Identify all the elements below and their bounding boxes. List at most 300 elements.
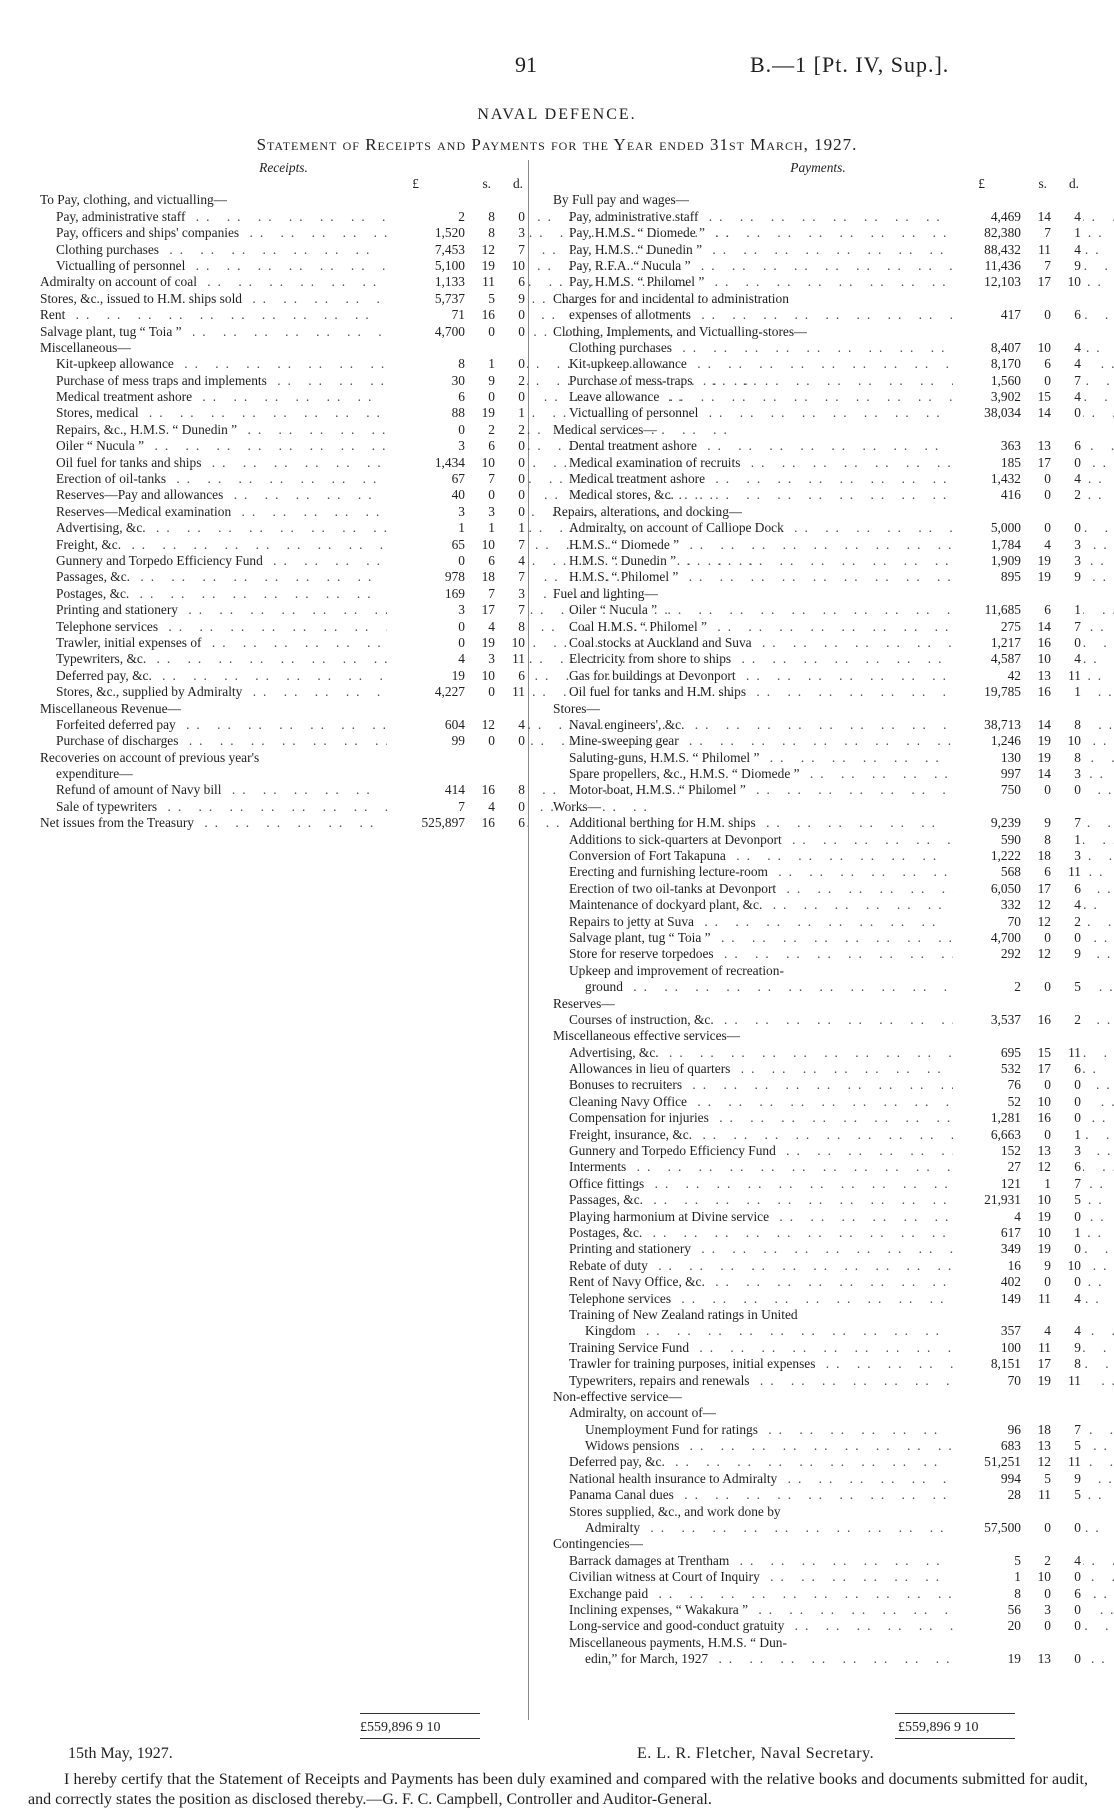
shillings-cell: 14 (1037, 766, 1051, 782)
pounds-cell: 357 (1000, 1323, 1021, 1339)
table-row (40, 717, 527, 733)
payments-total: £559,896 9 10 (898, 1720, 979, 1735)
pounds-cell: 5,737 (434, 290, 465, 306)
total-rule-left (360, 1713, 480, 1714)
row-amount (953, 1487, 1083, 1503)
row-label: Salvage plant, tug “ Toia ” .. .. (553, 930, 1114, 946)
row-label: Printing and stationery .. .. (40, 602, 675, 618)
pence-cell: 0 (1074, 929, 1081, 945)
row-label: Training Service Fund .. .. (553, 1340, 1114, 1356)
shillings-cell: 12 (1037, 897, 1051, 913)
shillings-cell: 17 (1037, 274, 1051, 290)
pounds-cell: 994 (1000, 1470, 1021, 1486)
shillings-cell: 6 (488, 438, 495, 454)
shillings-cell: 7 (1044, 257, 1051, 273)
pence-cell: 0 (1074, 782, 1081, 798)
row-label: Widows pensions .. .. (553, 1438, 1114, 1454)
pounds-cell: 3 (458, 438, 465, 454)
shillings-cell: 11 (1038, 241, 1051, 257)
pounds-cell: 695 (1000, 1044, 1021, 1060)
row-amount (953, 1569, 1083, 1585)
row-label: Trawler, initial expenses of .. .. (40, 635, 698, 651)
pounds-cell: 38,034 (984, 405, 1021, 421)
row-label: Medical services— (553, 421, 657, 437)
row-amount (953, 537, 1083, 553)
row-amount (387, 405, 527, 421)
row-label: Barrack damages at Trentham .. .. (553, 1553, 1114, 1569)
row-amount (953, 1586, 1083, 1602)
pence-cell: 6 (1074, 880, 1081, 896)
row-amount (387, 782, 527, 798)
table-row (553, 504, 1083, 520)
shillings-cell: 13 (1037, 1438, 1051, 1454)
row-amount (387, 438, 527, 454)
pence-cell: 9 (1074, 1339, 1081, 1355)
table-row (553, 455, 1083, 471)
row-label: Recoveries on account of previous year's (40, 749, 260, 765)
row-amount (387, 422, 527, 438)
row-label: H.M.S. “ Dunedin ” .. .. (553, 553, 1114, 569)
pence-cell: 0 (518, 733, 525, 749)
shillings-cell: 13 (1037, 667, 1051, 683)
shillings-cell: 11 (482, 274, 495, 290)
table-row (553, 242, 1083, 258)
row-label: Non-effective service— (553, 1388, 682, 1404)
row-amount (953, 487, 1083, 503)
table-row (40, 438, 527, 454)
shillings-cell: 13 (1037, 438, 1051, 454)
row-label: Freight, &c. .. .. (40, 537, 618, 553)
row-amount (387, 389, 527, 405)
row-amount (953, 1241, 1083, 1257)
pounds-cell: 525,897 (421, 815, 465, 831)
table-row (40, 487, 527, 503)
shillings-cell: 0 (488, 733, 495, 749)
shillings-cell: 7 (488, 471, 495, 487)
table-row (553, 324, 1083, 340)
table-row (553, 832, 1083, 848)
row-label: Pay, H.M.S. “ Diomede ” .. .. (553, 225, 1114, 241)
table-row (553, 996, 1083, 1012)
shillings-cell: 6 (1044, 602, 1051, 618)
table-row (40, 569, 527, 585)
pence-cell: 0 (1074, 405, 1081, 421)
pounds-cell: 275 (1000, 618, 1021, 634)
shillings-cell: 4 (1044, 1323, 1051, 1339)
pence-cell: 10 (1067, 1257, 1081, 1273)
pounds-cell: 21,931 (984, 1192, 1021, 1208)
pounds-cell: 56 (1007, 1601, 1021, 1617)
pounds-cell: 292 (1000, 946, 1021, 962)
pence-cell: 9 (1074, 257, 1081, 273)
table-row (553, 766, 1083, 782)
pence-cell: 0 (1074, 1651, 1081, 1667)
row-amount (953, 979, 1083, 995)
pence-cell: 0 (1074, 1569, 1081, 1585)
shillings-cell: 16 (481, 815, 495, 831)
pounds-cell: 185 (1000, 454, 1021, 470)
table-row (40, 209, 527, 225)
pounds-cell: 417 (1000, 307, 1021, 323)
row-amount (953, 881, 1083, 897)
shillings-cell: 1 (1044, 1175, 1051, 1191)
pounds-cell: 1,222 (990, 848, 1021, 864)
row-label: Medical treatment ashore .. .. (553, 471, 1114, 487)
row-label: National health insurance to Admiralty .. .. (553, 1471, 1114, 1487)
row-label: Pay, administrative staff .. .. (553, 209, 1114, 225)
row-amount (387, 537, 527, 553)
row-amount (953, 1110, 1083, 1126)
pence-cell: 0 (1074, 1093, 1081, 1109)
row-label: Deferred pay, &c. .. .. (553, 1454, 1114, 1470)
row-label: Naval engineers', &c. .. .. (553, 717, 1114, 733)
pence-cell: 0 (518, 454, 525, 470)
table-row (553, 684, 1083, 700)
table-row (553, 569, 1083, 585)
table-row (553, 1045, 1083, 1061)
shillings-cell: 10 (1037, 651, 1051, 667)
row-amount (953, 389, 1083, 405)
row-label: Kingdom .. .. (553, 1323, 1114, 1339)
pence-cell: 3 (1074, 848, 1081, 864)
pounds-cell: 30 (451, 372, 465, 388)
row-amount (387, 602, 527, 618)
money-header (40, 176, 527, 192)
row-label: Stores, &c., supplied by Admiralty .. .. (40, 684, 739, 700)
row-label: Salvage plant, tug “ Toia ” .. .. (40, 324, 678, 340)
table-row (553, 701, 1083, 717)
row-label: Net issues from the Treasury .. .. (40, 815, 691, 831)
pounds-cell: 1,784 (990, 536, 1021, 552)
pounds-cell: 416 (1000, 487, 1021, 503)
row-amount (387, 553, 527, 569)
row-amount (387, 471, 527, 487)
table-row (553, 537, 1083, 553)
table-row (553, 733, 1083, 749)
row-amount (387, 799, 527, 815)
shillings-cell: 0 (1044, 307, 1051, 323)
table-row (40, 766, 527, 782)
pounds-cell: 20 (1007, 1618, 1021, 1634)
row-label: Gunnery and Torpedo Efficiency Fund .. .. (40, 553, 760, 569)
table-row (553, 1405, 1083, 1421)
pounds-cell: 2 (458, 208, 465, 224)
table-row (553, 291, 1083, 307)
shillings-cell: 0 (1044, 782, 1051, 798)
shillings-cell: 0 (1044, 979, 1051, 995)
pence-cell: 0 (1074, 1077, 1081, 1093)
shillings-cell: 12 (1037, 946, 1051, 962)
row-label: Training of New Zealand ratings in United (569, 1306, 798, 1322)
pence-cell: 0 (1074, 454, 1081, 470)
row-label: Miscellaneous— (40, 339, 131, 355)
page-title: NAVAL DEFENCE. (477, 106, 637, 123)
page-number: 91 (515, 52, 537, 77)
shillings-cell: 13 (1037, 1143, 1051, 1159)
row-amount (387, 815, 527, 831)
row-amount (953, 471, 1083, 487)
row-label: Playing harmonium at Divine service .. .. (553, 1209, 1114, 1225)
row-label: Stores supplied, &c., and work done by (569, 1503, 781, 1519)
row-label: Mine-sweeping gear .. .. (553, 733, 1114, 749)
row-label: Admiralty on account of coal .. .. (40, 274, 694, 290)
row-label: Pay, administrative staff .. .. (40, 209, 682, 225)
table-row (553, 1635, 1083, 1651)
pence-cell: 4 (1074, 897, 1081, 913)
row-label: Telephone services .. .. (40, 619, 655, 635)
pounds-cell: 750 (1000, 782, 1021, 798)
shillings-cell: 10 (481, 536, 495, 552)
pounds-cell: 997 (1000, 766, 1021, 782)
pounds-cell: 1,560 (990, 372, 1021, 388)
row-label: Stores, &c., issued to H.M. ships sold .. .. (40, 291, 739, 307)
pence-cell: 3 (1074, 536, 1081, 552)
table-row (553, 1569, 1083, 1585)
pounds-cell: 96 (1007, 1421, 1021, 1437)
pence-cell: 0 (1074, 1208, 1081, 1224)
table-row (40, 782, 527, 798)
pounds-cell: 1,434 (434, 454, 465, 470)
pounds-cell: 70 (1007, 1372, 1021, 1388)
row-label: Freight, insurance, &c. .. .. (553, 1127, 1114, 1143)
pounds-cell: 8,170 (990, 356, 1021, 372)
row-label: Erection of oil-tanks .. .. (40, 471, 663, 487)
row-label: Miscellaneous effective services— (553, 1028, 741, 1044)
pence-cell: 2 (1074, 1011, 1081, 1027)
pence-cell: 0 (518, 471, 525, 487)
row-label: Sale of typewriters .. .. (40, 799, 654, 815)
pounds-cell: 4,700 (434, 323, 465, 339)
row-label: Admiralty, on account of— (569, 1405, 717, 1421)
pounds-cell: 28 (1007, 1487, 1021, 1503)
pounds-cell: 7,453 (434, 241, 465, 257)
shillings-cell: 6 (488, 552, 495, 568)
pence-cell: 3 (518, 585, 525, 601)
table-row (553, 225, 1083, 241)
table-row (553, 1373, 1083, 1389)
pence-cell: 2 (518, 372, 525, 388)
pounds-cell: 5 (1014, 1552, 1021, 1568)
row-label: Repairs, &c., H.M.S. “ Dunedin ” .. .. (40, 422, 734, 438)
table-row (553, 1553, 1083, 1569)
table-row (553, 1586, 1083, 1602)
pence-cell: 7 (1074, 815, 1081, 831)
pounds-cell: 152 (1000, 1143, 1021, 1159)
row-label: Store for reserve torpedoes .. .. (553, 946, 1114, 962)
pounds-symbol: £ (978, 176, 985, 191)
row-amount (953, 733, 1083, 749)
row-label: Pay, R.F.A. “ Nucula ” .. .. (553, 258, 1114, 274)
shillings-cell: 8 (1044, 831, 1051, 847)
row-label: Postages, &c. .. .. (40, 586, 626, 602)
table-row (553, 1143, 1083, 1159)
row-label: Miscellaneous Revenue— (40, 700, 181, 716)
shillings-cell: 17 (1037, 1061, 1051, 1077)
row-label: Exchange paid .. .. (553, 1586, 1114, 1602)
shillings-cell: 3 (488, 651, 495, 667)
row-label: ground .. .. (553, 979, 1114, 995)
row-label: Pay, H.M.S. “ Philomel ” .. .. (553, 274, 1114, 290)
row-label: Clothing purchases .. .. (40, 242, 656, 258)
row-amount (953, 864, 1083, 880)
shillings-cell: 5 (1044, 1470, 1051, 1486)
row-amount (953, 1651, 1083, 1667)
pounds-cell: 1,281 (990, 1110, 1021, 1126)
pounds-cell: 8,407 (990, 339, 1021, 355)
shillings-cell: 15 (1037, 389, 1051, 405)
shillings-cell: 10 (481, 454, 495, 470)
row-label: Admiralty .. .. (553, 1520, 1114, 1536)
pence-cell: 1 (1074, 684, 1081, 700)
payments-table (553, 192, 1083, 1667)
row-label: Erecting and furnishing lecture-room .. .. (553, 864, 1114, 880)
shillings-cell: 0 (1044, 1618, 1051, 1634)
pence-cell: 0 (1074, 1110, 1081, 1126)
row-amount (953, 1159, 1083, 1175)
table-row (553, 1323, 1083, 1339)
table-row (553, 651, 1083, 667)
pence-cell: 4 (1074, 471, 1081, 487)
row-amount (387, 356, 527, 372)
row-amount (953, 1143, 1083, 1159)
pence-cell: 11 (512, 684, 525, 700)
table-row (553, 553, 1083, 569)
table-row (553, 864, 1083, 880)
pence-cell: 6 (1074, 1159, 1081, 1175)
row-label: Rent of Navy Office, &c. .. .. (553, 1274, 1114, 1290)
table-row (40, 504, 527, 520)
shillings-cell: 0 (488, 389, 495, 405)
shillings-cell: 6 (1044, 864, 1051, 880)
pence-cell: 4 (1074, 651, 1081, 667)
row-label: Pay, officers and ships' companies .. .. (40, 225, 736, 241)
row-label: edin,” for March, 1927 .. .. (553, 1651, 1114, 1667)
pence-cell: 7 (1074, 618, 1081, 634)
shillings-cell: 1 (488, 520, 495, 536)
shillings-cell: 17 (1037, 880, 1051, 896)
row-label: Oiler “ Nucula ” .. .. (553, 602, 1114, 618)
table-row (553, 1012, 1083, 1028)
pounds-cell: 51,251 (984, 1454, 1021, 1470)
pence-cell: 0 (518, 389, 525, 405)
shillings-cell: 0 (1044, 372, 1051, 388)
shillings-cell: 14 (1037, 208, 1051, 224)
pounds-cell: 0 (458, 618, 465, 634)
table-row (553, 1159, 1083, 1175)
row-label: Pay, H.M.S. “ Dunedin ” .. .. (553, 242, 1114, 258)
row-label: Office fittings .. .. (553, 1176, 1114, 1192)
receipts-total: £559,896 9 10 (360, 1720, 441, 1735)
shillings-symbol: s. (482, 176, 491, 191)
shillings-symbol: s. (1038, 176, 1047, 191)
table-row (553, 1520, 1083, 1536)
pence-symbol: d. (1068, 176, 1079, 191)
row-amount (953, 225, 1083, 241)
shillings-cell: 0 (488, 323, 495, 339)
table-row (40, 684, 527, 700)
pounds-cell: 4 (1014, 1208, 1021, 1224)
table-row (553, 914, 1083, 930)
pence-cell: 11 (1068, 667, 1081, 683)
shillings-cell: 16 (1037, 634, 1051, 650)
row-label: Electricity from shore to ships .. .. (553, 651, 1114, 667)
row-label: By Full pay and wages— (553, 192, 690, 208)
pounds-cell: 3,902 (990, 389, 1021, 405)
pence-cell: 4 (1074, 208, 1081, 224)
pounds-cell: 0 (458, 421, 465, 437)
pence-symbol: d. (512, 176, 523, 191)
shillings-cell: 16 (1037, 684, 1051, 700)
pence-cell: 6 (1074, 438, 1081, 454)
shillings-cell: 4 (1044, 536, 1051, 552)
row-amount (953, 619, 1083, 635)
table-row (553, 1438, 1083, 1454)
table-row (40, 668, 527, 684)
table-row (40, 750, 527, 766)
shillings-cell: 4 (488, 798, 495, 814)
row-amount (953, 1225, 1083, 1241)
shillings-cell: 18 (1037, 848, 1051, 864)
row-amount (953, 373, 1083, 389)
pence-cell: 1 (1074, 1225, 1081, 1240)
table-row (553, 1209, 1083, 1225)
shillings-cell: 2 (488, 421, 495, 437)
row-amount (953, 750, 1083, 766)
row-label: Conversion of Fort Takapuna .. .. (553, 848, 1114, 864)
row-label: Oiler “ Nucula ” .. .. (40, 438, 641, 454)
row-amount (387, 274, 527, 290)
table-row (553, 1454, 1083, 1470)
shillings-cell: 13 (1037, 1651, 1051, 1667)
document-reference: B.—1 [Pt. IV, Sup.]. (750, 52, 950, 77)
row-amount (953, 258, 1083, 274)
pounds-cell: 3,537 (990, 1011, 1021, 1027)
pence-cell: 0 (518, 503, 525, 519)
shillings-cell: 16 (481, 782, 495, 798)
row-amount (953, 717, 1083, 733)
pence-cell: 4 (1074, 1290, 1081, 1306)
row-amount (953, 307, 1083, 323)
shillings-cell: 0 (488, 684, 495, 700)
pence-cell: 11 (1068, 1454, 1081, 1470)
payments-heading: Payments. (790, 160, 846, 175)
statement-subtitle: Statement of Receipts and Payments for the Year ended 31st March, 1927. (256, 135, 858, 154)
pence-cell: 10 (1067, 274, 1081, 290)
pounds-cell: 4 (458, 651, 465, 667)
row-label: Medical examination of recruits .. .. (553, 455, 1114, 471)
pence-cell: 0 (1074, 1601, 1081, 1617)
pounds-cell: 617 (1000, 1225, 1021, 1240)
pence-cell: 0 (518, 356, 525, 372)
row-amount (953, 782, 1083, 798)
shillings-cell: 10 (1037, 1225, 1051, 1240)
shillings-cell: 15 (1037, 1044, 1051, 1060)
shillings-cell: 19 (481, 257, 495, 273)
pounds-cell: 67 (451, 471, 465, 487)
pence-cell: 7 (518, 602, 525, 618)
row-label: Rent .. .. (40, 307, 562, 323)
row-amount (953, 1291, 1083, 1307)
row-amount (953, 1356, 1083, 1372)
row-amount (953, 1373, 1083, 1389)
pounds-cell: 11,685 (984, 602, 1021, 618)
row-amount (953, 1192, 1083, 1208)
table-row (553, 1504, 1083, 1520)
pounds-cell: 57,500 (984, 1520, 1021, 1536)
pence-cell: 1 (1074, 225, 1081, 241)
row-label: H.M.S. “ Diomede ” .. .. (553, 537, 1114, 553)
pence-cell: 0 (518, 208, 525, 224)
